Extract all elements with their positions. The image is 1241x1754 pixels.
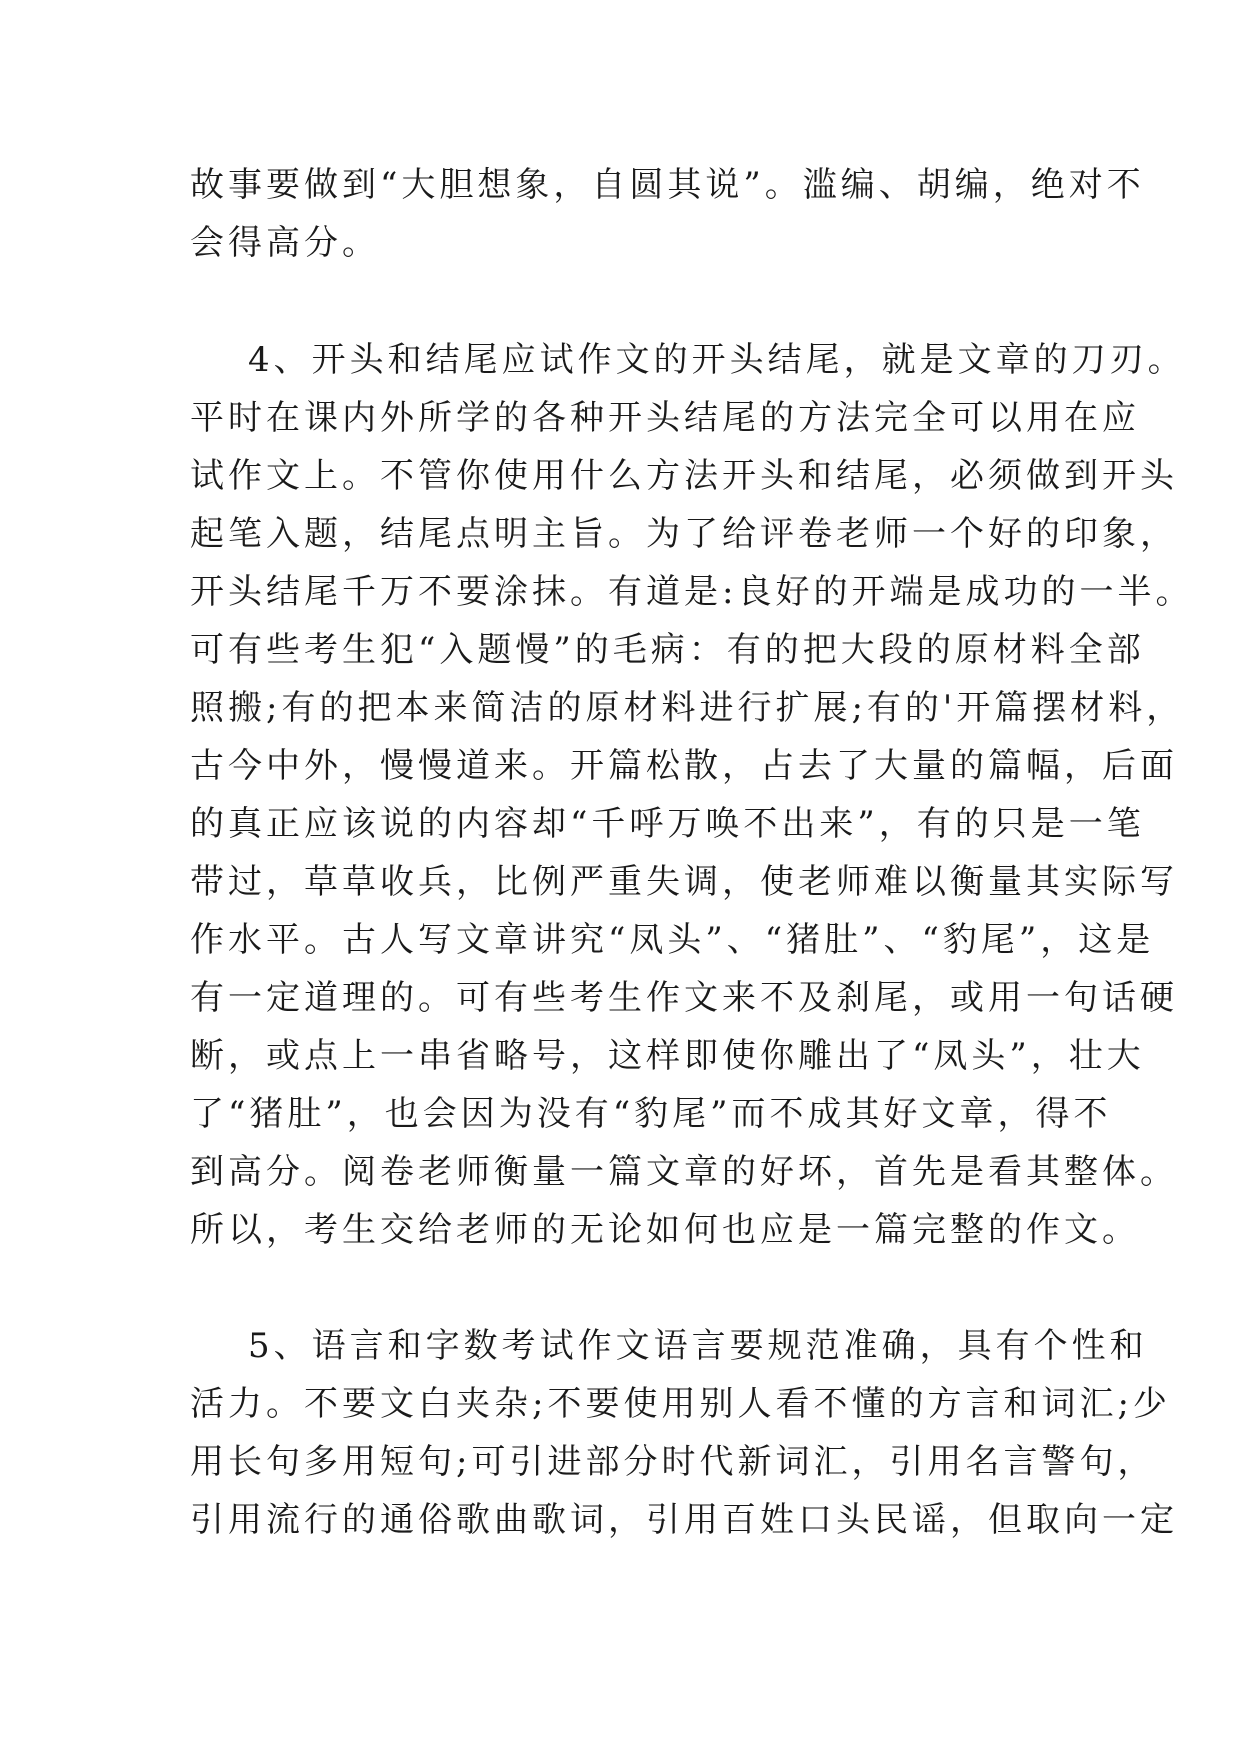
text-line: 古今中外，慢慢道来。开篇松散，占去了大量的篇幅，后面	[190, 746, 1178, 786]
text-line: 带过，草草收兵，比例严重失调，使老师难以衡量其实际写	[190, 862, 1178, 902]
text-line: 试作文上。不管你使用什么方法开头和结尾，必须做到开头	[190, 456, 1178, 496]
text-line: 可有些考生犯“入题慢”的毛病：有的把大段的原材料全部	[190, 630, 1145, 670]
text-line: 起笔入题，结尾点明主旨。为了给评卷老师一个好的印象，	[190, 514, 1178, 554]
paragraph-opening-and-ending	[190, 331, 1194, 1259]
text-line: 平时在课内外所学的各种开头结尾的方法完全可以用在应	[190, 398, 1140, 438]
text-line: 照搬;有的把本来简洁的原材料进行扩展;有的'开篇摆材料，	[190, 688, 1185, 728]
text-line: 作水平。古人写文章讲究“凤头”、“猪肚”、“豹尾”，这是	[190, 920, 1155, 960]
text-line: 故事要做到“大胆想象，自圆其说”。滥编、胡编，绝对不	[190, 165, 1145, 205]
text-line: 4、开头和结尾应试作文的开头结尾，就是文章的刀刃。	[248, 340, 1186, 380]
text-line: 到高分。阅卷老师衡量一篇文章的好坏，首先是看其整体。	[190, 1152, 1178, 1192]
text-line: 开头结尾千万不要涂抹。有道是:良好的开端是成功的一半。	[190, 572, 1194, 612]
text-line: 所以，考生交给老师的无论如何也应是一篇完整的作文。	[190, 1210, 1140, 1250]
text-line: 断，或点上一串省略号，这样即使你雕出了“凤头”，壮大	[190, 1036, 1145, 1076]
text-line: 用长句多用短句;可引进部分时代新词汇，引用名言警句，	[190, 1442, 1156, 1482]
text-line: 5、语言和字数考试作文语言要规范准确，具有个性和	[248, 1326, 1148, 1366]
text-line: 了“猪肚”，也会因为没有“豹尾”而不成其好文章，得不	[190, 1094, 1112, 1134]
text-line: 活力。不要文白夹杂;不要使用别人看不懂的方言和词汇;少	[190, 1384, 1171, 1424]
text-line: 有一定道理的。可有些考生作文来不及刹尾，或用一句话硬	[190, 978, 1178, 1018]
paragraph-continuation	[190, 156, 1145, 272]
text-line: 引用流行的通俗歌曲歌词，引用百姓口头民谣，但取向一定	[190, 1500, 1178, 1540]
paragraph-language-and-wordcount	[190, 1317, 1178, 1549]
text-line: 的真正应该说的内容却“千呼万唤不出来”，有的只是一笔	[190, 804, 1145, 844]
text-line: 会得高分。	[190, 223, 380, 263]
